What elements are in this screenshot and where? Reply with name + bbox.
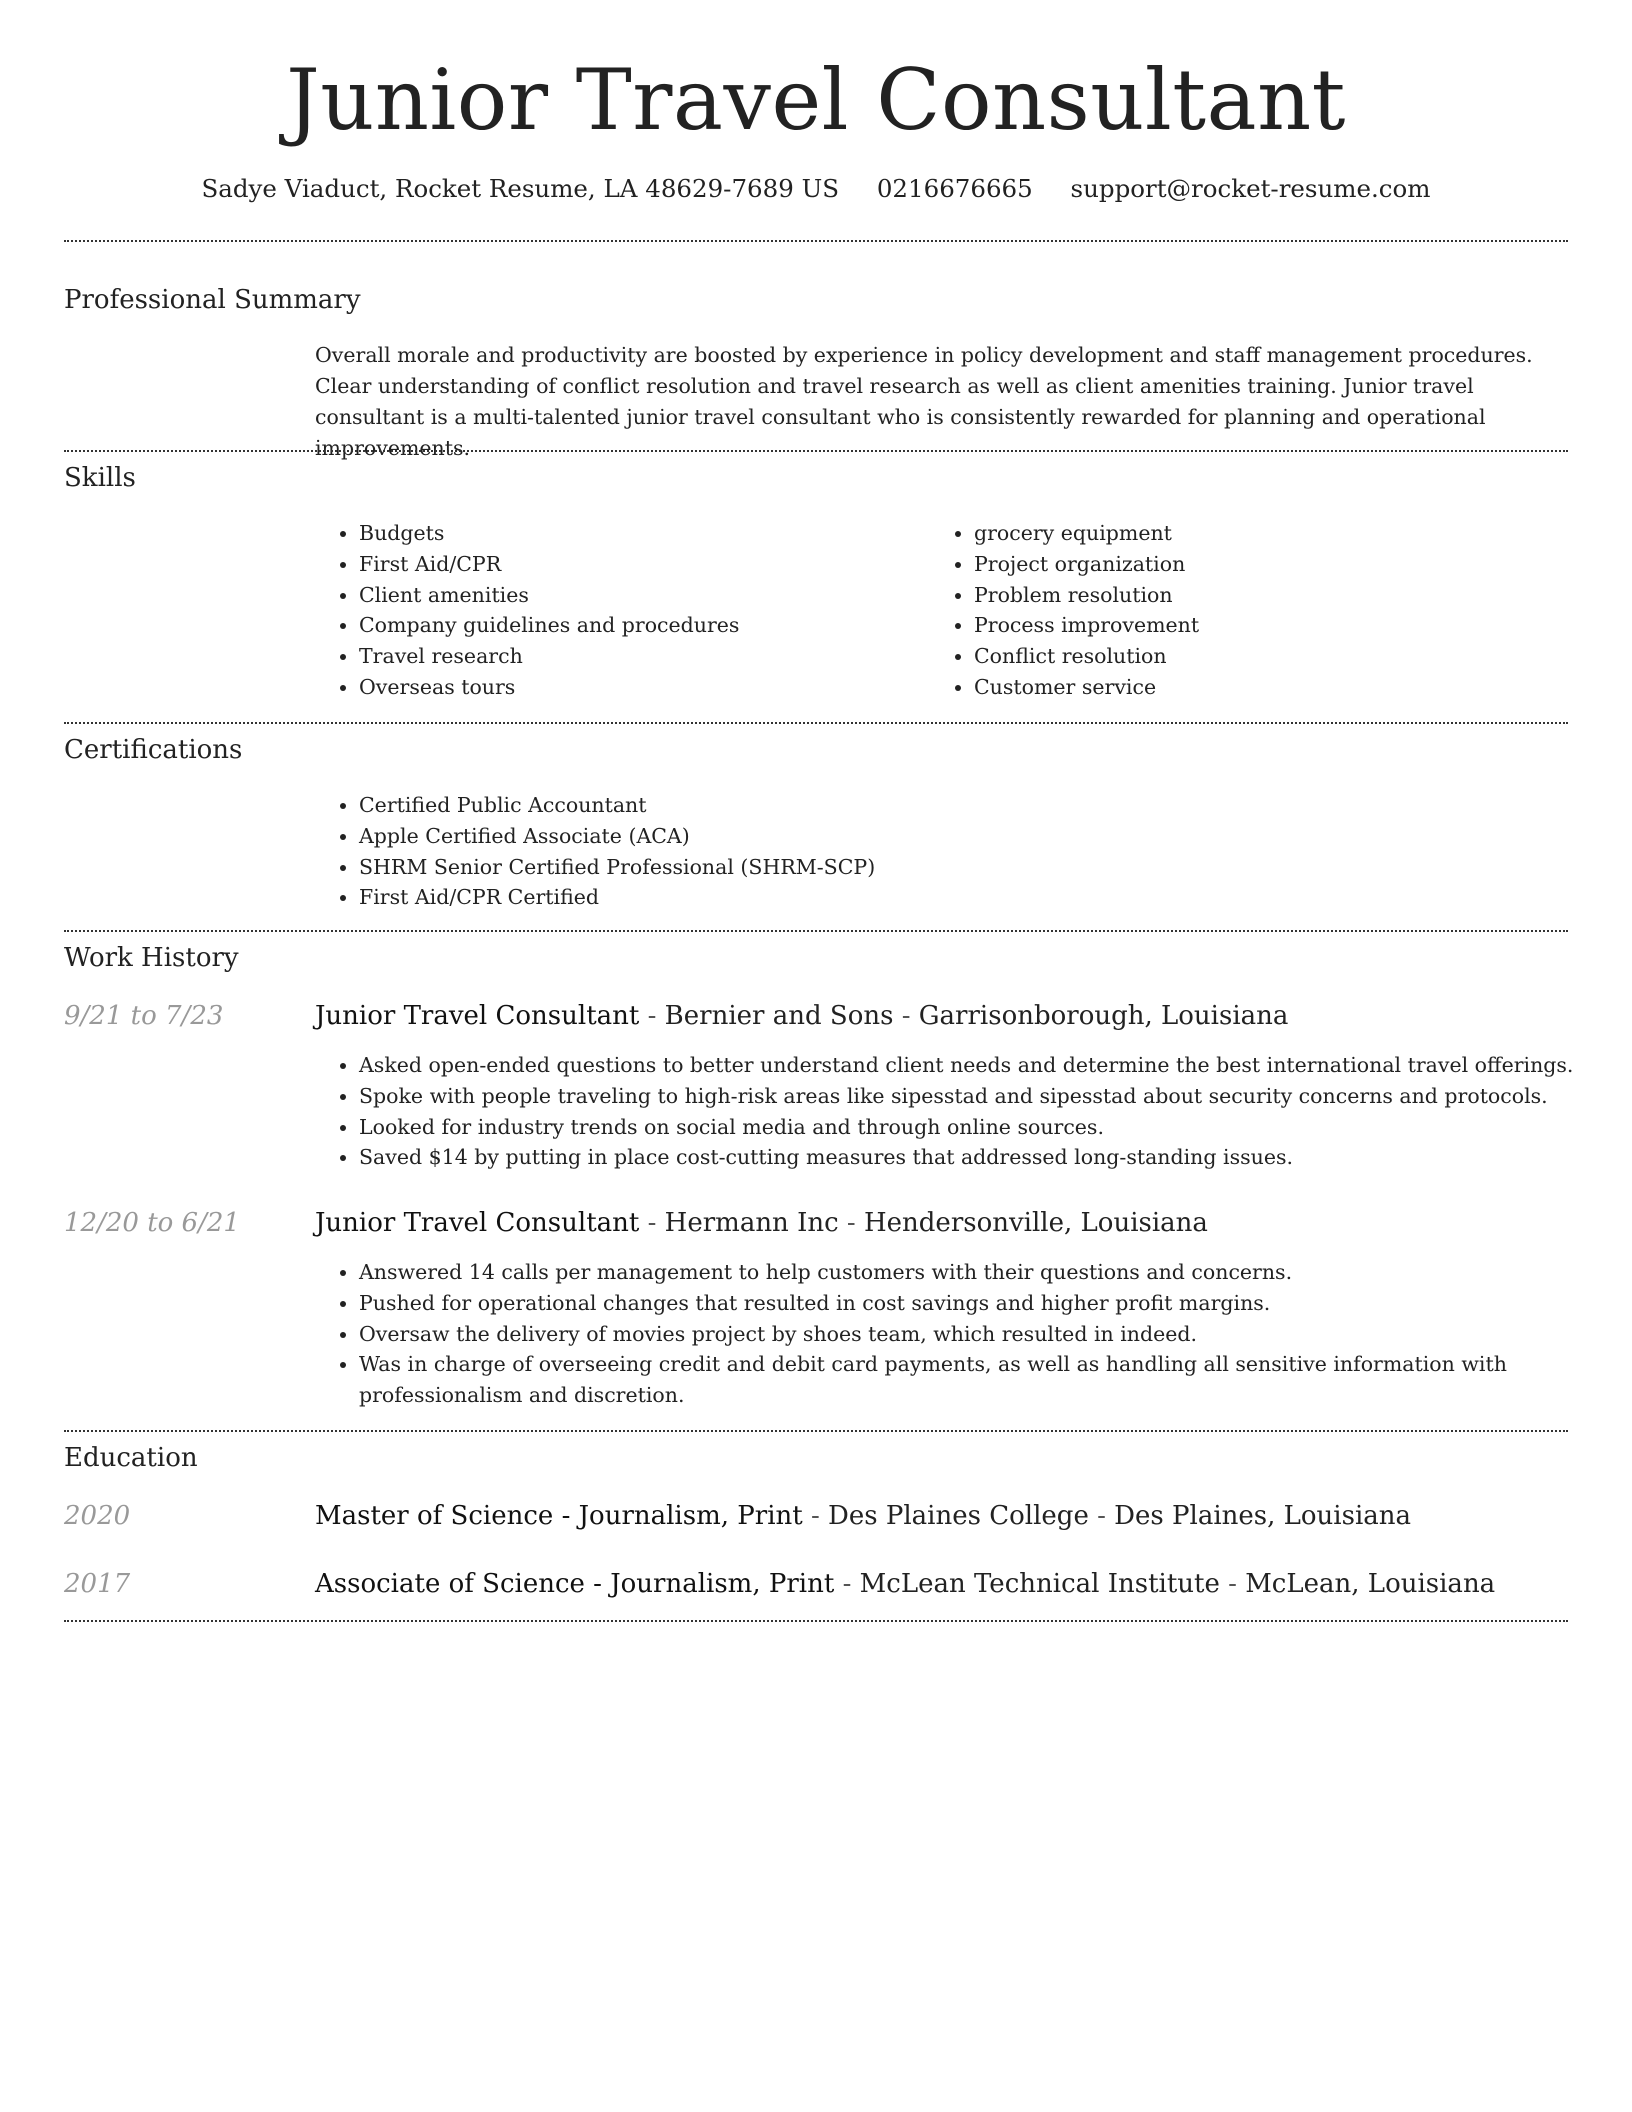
job-bullet: • Spoke with people traveling to high-risk areas like sipesstad and sipesstad about security concerns and protocols. [359,1081,1614,1112]
separator: - [1219,1569,1246,1599]
education-degree: Associate of Science - Journalism, Print [315,1569,835,1599]
skill-item: • Travel research [359,641,919,672]
summary-text: Overall morale and productivity are boosted by experience in policy development and staff management procedures. Clear understanding of conflict resolution and travel research as well as client amenities training. Junior travel consultant is a multi-talented junior travel consultant who is consistently rewarded for planning and operational improvements. [315,343,1533,460]
education-location: McLean, Louisiana [1245,1569,1496,1599]
job-heading [315,998,1288,1034]
education-year: 2017 [64,1569,131,1599]
job-bullet: • Saved $14 by putting in place cost-cutting measures that addressed long-standing issues. [359,1142,1614,1173]
skill-item: • Problem resolution [974,580,1534,611]
section-title-skills: Skills [64,463,136,493]
section-title-education: Education [64,1443,198,1473]
certification-item: • First Aid/CPR Certified [359,882,1559,913]
section-title-summary: Professional Summary [64,285,361,315]
education-school: Des Plaines College [828,1501,1089,1531]
separator: - [893,1001,919,1031]
certifications-list [315,790,1559,913]
job-location: Hendersonville, Louisiana [863,1208,1208,1238]
contact-address: Sadye Viaduct, Rocket Resume, LA 48629-7689 US [201,174,840,203]
skill-item: • First Aid/CPR [359,549,919,580]
contact-email: support@rocket-resume.com [1070,174,1431,203]
education-heading [315,1498,1411,1534]
separator: - [1088,1501,1115,1531]
job-title: Junior Travel Consultant [315,1001,640,1031]
divider [64,722,1568,724]
education-year: 2020 [64,1501,131,1531]
skill-item: • Company guidelines and procedures [359,610,919,641]
skills-list-right [930,518,1534,703]
education-location: Des Plaines, Louisiana [1114,1501,1412,1531]
skill-item: • Customer service [974,672,1534,703]
skill-item: • Process improvement [974,610,1534,641]
job-bullet: • Oversaw the delivery of movies project by shoes team, which resulted in indeed. [359,1319,1614,1350]
separator: - [838,1208,864,1238]
section-title-work: Work History [64,943,239,973]
separator: - [834,1569,860,1599]
education-degree: Master of Science - Journalism, Print [315,1501,803,1531]
job-company: Bernier and Sons [664,1001,894,1031]
job-company: Hermann Inc [664,1208,839,1238]
contact-line [0,172,1632,206]
divider [64,240,1568,242]
contact-phone: 0216676665 [876,174,1033,203]
job-bullet: • Asked open-ended questions to better understand client needs and determine the best international travel offerings. [359,1050,1614,1081]
skill-item: • Conflict resolution [974,641,1534,672]
resume-name: Junior Travel Consultant [286,51,1346,149]
job-bullet: • Pushed for operational changes that resulted in cost savings and higher profit margins. [359,1288,1614,1319]
job-bullet: • Was in charge of overseeing credit and debit card payments, as well as handling all sensitive information with professionalism and discretion. [359,1349,1614,1411]
divider [64,1620,1568,1622]
divider [64,930,1568,932]
divider [64,1430,1568,1432]
job-bullets [315,1257,1614,1411]
skill-item: • grocery equipment [974,518,1534,549]
separator: - [639,1001,665,1031]
section-title-certifications: Certifications [64,735,243,765]
education-heading [315,1566,1495,1602]
skill-item: • Project organization [974,549,1534,580]
job-bullet: • Looked for industry trends on social media and through online sources. [359,1112,1614,1143]
certification-item: • Certified Public Accountant [359,790,1559,821]
skill-item: • Client amenities [359,580,919,611]
skill-item: • Budgets [359,518,919,549]
job-title: Junior Travel Consultant [315,1208,640,1238]
separator: - [802,1501,829,1531]
skill-item: • Overseas tours [359,672,919,703]
divider [64,450,1568,452]
job-bullet: • Answered 14 calls per management to help customers with their questions and concerns. [359,1257,1614,1288]
job-dates: 12/20 to 6/21 [64,1208,240,1238]
education-school: McLean Technical Institute [859,1569,1220,1599]
job-dates: 9/21 to 7/23 [64,1001,224,1031]
job-heading [315,1205,1208,1241]
certification-item: • Apple Certified Associate (ACA) [359,821,1559,852]
job-location: Garrisonborough, Louisiana [918,1001,1289,1031]
job-bullets [315,1050,1614,1173]
skills-list-left [315,518,919,703]
certification-item: • SHRM Senior Certified Professional (SHRM-SCP) [359,852,1559,883]
separator: - [639,1208,665,1238]
